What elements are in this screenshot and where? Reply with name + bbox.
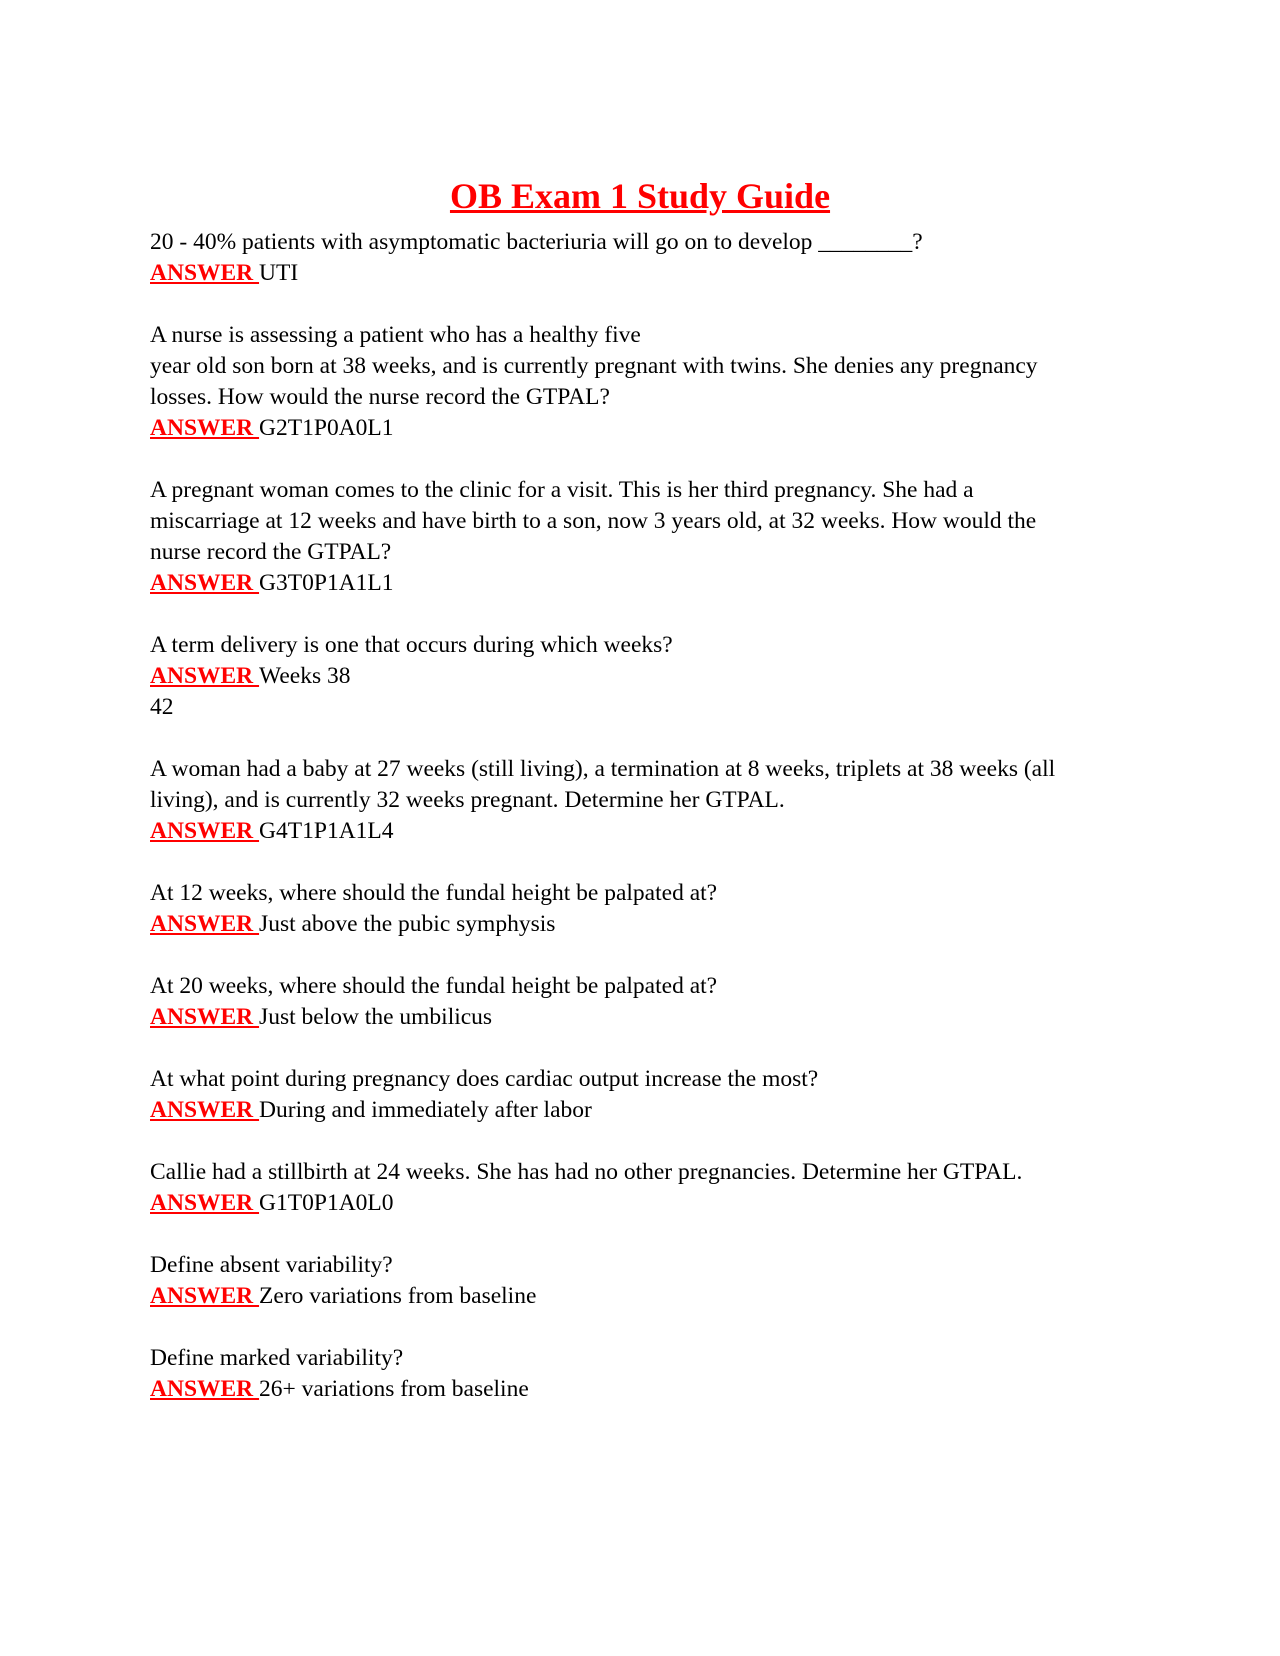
question-text: A pregnant woman comes to the clinic for a visit. This is her third pregnancy. She had a bbox=[150, 477, 974, 503]
qa-item bbox=[150, 754, 1130, 847]
answer-text: G4T1P1A1L4 bbox=[259, 818, 394, 844]
answer-text: Just below the umbilicus bbox=[259, 1004, 493, 1030]
question-text: miscarriage at 12 weeks and have birth to a son, now 3 years old, at 32 weeks. How would the bbox=[150, 508, 1037, 534]
question-text: A nurse is assessing a patient who has a healthy five bbox=[150, 322, 641, 348]
answer-line bbox=[150, 568, 1130, 599]
answer-line bbox=[150, 816, 1130, 847]
answer-line bbox=[150, 1374, 1130, 1405]
answer-line bbox=[150, 692, 1130, 723]
answer-line bbox=[150, 258, 1130, 289]
question-text: Define marked variability? bbox=[150, 1345, 404, 1371]
qa-item bbox=[150, 971, 1130, 1033]
answer-line bbox=[150, 1188, 1130, 1219]
question-text: A term delivery is one that occurs during which weeks? bbox=[150, 632, 673, 658]
answer-label: ANSWER bbox=[150, 818, 260, 844]
qa-item bbox=[150, 878, 1130, 940]
answer-text: Zero variations from baseline bbox=[259, 1283, 537, 1309]
answer-label: ANSWER bbox=[150, 1283, 260, 1309]
answer-line bbox=[150, 661, 1130, 692]
answer-text: UTI bbox=[259, 260, 299, 286]
answer-label: ANSWER bbox=[150, 570, 260, 596]
question-text: losses. How would the nurse record the GTPAL? bbox=[150, 384, 610, 410]
answer-label: ANSWER bbox=[150, 1097, 260, 1123]
question-text: At 20 weeks, where should the fundal height be palpated at? bbox=[150, 973, 718, 999]
qa-item bbox=[150, 227, 1130, 289]
qa-item bbox=[150, 1343, 1130, 1405]
question-text: year old son born at 38 weeks, and is currently pregnant with twins. She denies any pregnancy bbox=[150, 353, 1038, 379]
qa-item bbox=[150, 475, 1130, 599]
question-text: A woman had a baby at 27 weeks (still living), a termination at 8 weeks, triplets at 38 weeks (all bbox=[150, 756, 1056, 782]
question-text: living), and is currently 32 weeks pregnant. Determine her GTPAL. bbox=[150, 787, 785, 813]
answer-line bbox=[150, 1002, 1130, 1033]
question-text: 20 - 40% patients with asymptomatic bacteriuria will go on to develop ________? bbox=[150, 229, 923, 255]
answer-text: During and immediately after labor bbox=[259, 1097, 592, 1123]
answer-text: G1T0P1A0L0 bbox=[259, 1190, 394, 1216]
answer-label: ANSWER bbox=[150, 911, 260, 937]
answer-label: ANSWER bbox=[150, 663, 260, 689]
answer-label: ANSWER bbox=[150, 260, 260, 286]
question-text: Callie had a stillbirth at 24 weeks. She has had no other pregnancies. Determine her GTPAL. bbox=[150, 1159, 1023, 1185]
answer-text: G3T0P1A1L1 bbox=[259, 570, 394, 596]
answer-text: Weeks 38 bbox=[259, 663, 351, 689]
answer-text: 42 bbox=[150, 694, 174, 720]
answer-label: ANSWER bbox=[150, 1376, 260, 1402]
question-text: Define absent variability? bbox=[150, 1252, 393, 1278]
question-text: At 12 weeks, where should the fundal height be palpated at? bbox=[150, 880, 718, 906]
qa-item bbox=[150, 1250, 1130, 1312]
answer-label: ANSWER bbox=[150, 1004, 260, 1030]
answer-text: 26+ variations from baseline bbox=[259, 1376, 529, 1402]
answer-line bbox=[150, 1095, 1130, 1126]
answer-line bbox=[150, 1281, 1130, 1312]
qa-list bbox=[150, 227, 1130, 1436]
question-text: At what point during pregnancy does cardiac output increase the most? bbox=[150, 1066, 819, 1092]
qa-item bbox=[150, 1157, 1130, 1219]
answer-text: Just above the pubic symphysis bbox=[259, 911, 556, 937]
qa-item bbox=[150, 630, 1130, 723]
qa-item bbox=[150, 320, 1130, 444]
qa-item bbox=[150, 1064, 1130, 1126]
answer-text: G2T1P0A0L1 bbox=[259, 415, 394, 441]
question-text: nurse record the GTPAL? bbox=[150, 539, 392, 565]
answer-line bbox=[150, 413, 1130, 444]
answer-line bbox=[150, 909, 1130, 940]
answer-label: ANSWER bbox=[150, 1190, 260, 1216]
answer-label: ANSWER bbox=[150, 415, 260, 441]
page-title: OB Exam 1 Study Guide bbox=[449, 176, 831, 217]
